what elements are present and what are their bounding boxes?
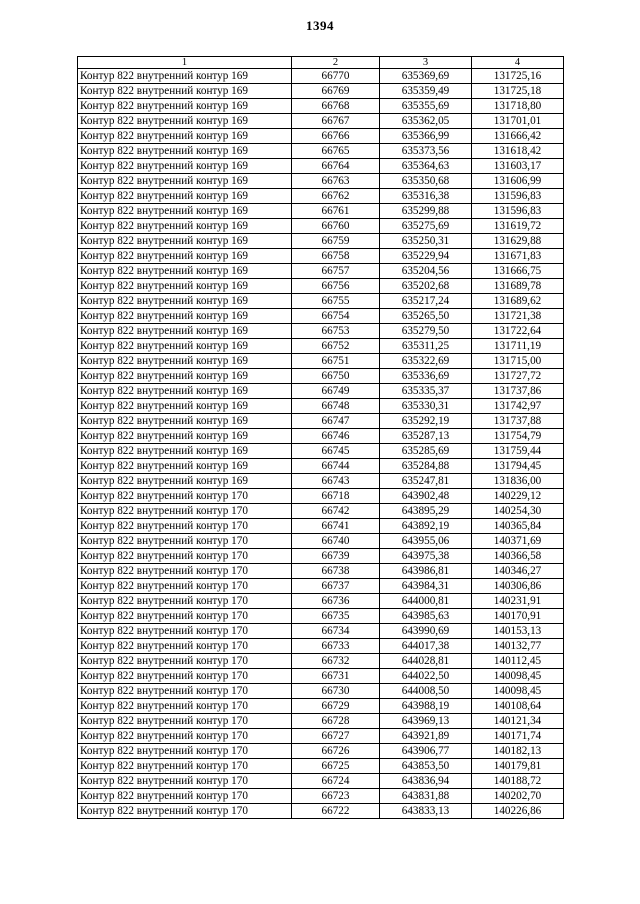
table-row xyxy=(78,744,564,759)
contour-name-cell: Контур 822 внутренний контур 169 xyxy=(78,114,292,129)
point-number-cell: 66748 xyxy=(292,399,380,414)
y-coordinate-cell: 140371,69 xyxy=(472,534,564,549)
contour-name-cell: Контур 822 внутренний контур 169 xyxy=(78,384,292,399)
point-number-cell: 66760 xyxy=(292,219,380,234)
table-row xyxy=(78,99,564,114)
point-number-cell: 66766 xyxy=(292,129,380,144)
x-coordinate-cell: 635373,56 xyxy=(380,144,472,159)
x-coordinate-cell: 635322,69 xyxy=(380,354,472,369)
table-row xyxy=(78,684,564,699)
header-row xyxy=(78,57,564,69)
table-row xyxy=(78,804,564,819)
contour-name-cell: Контур 822 внутренний контур 169 xyxy=(78,84,292,99)
contour-name-cell: Контур 822 внутренний контур 169 xyxy=(78,264,292,279)
y-coordinate-cell: 131596,83 xyxy=(472,189,564,204)
y-coordinate-cell: 131836,00 xyxy=(472,474,564,489)
table-row xyxy=(78,174,564,189)
y-coordinate-cell: 140365,84 xyxy=(472,519,564,534)
table-row xyxy=(78,474,564,489)
x-coordinate-cell: 635265,50 xyxy=(380,309,472,324)
x-coordinate-cell: 635311,25 xyxy=(380,339,472,354)
table-row xyxy=(78,264,564,279)
point-number-cell: 66769 xyxy=(292,84,380,99)
table-row xyxy=(78,699,564,714)
table-row xyxy=(78,789,564,804)
table-body xyxy=(78,69,564,819)
x-coordinate-cell: 644022,50 xyxy=(380,669,472,684)
contour-name-cell: Контур 822 внутренний контур 170 xyxy=(78,489,292,504)
contour-name-cell: Контур 822 внутренний контур 170 xyxy=(78,519,292,534)
y-coordinate-cell: 140306,86 xyxy=(472,579,564,594)
x-coordinate-cell: 635217,24 xyxy=(380,294,472,309)
contour-name-cell: Контур 822 внутренний контур 169 xyxy=(78,399,292,414)
coordinates-table xyxy=(77,56,564,819)
y-coordinate-cell: 140098,45 xyxy=(472,669,564,684)
x-coordinate-cell: 643975,38 xyxy=(380,549,472,564)
table-row xyxy=(78,414,564,429)
point-number-cell: 66740 xyxy=(292,534,380,549)
column-header-1: 1 xyxy=(78,57,292,69)
point-number-cell: 66730 xyxy=(292,684,380,699)
contour-name-cell: Контур 822 внутренний контур 169 xyxy=(78,354,292,369)
x-coordinate-cell: 643921,89 xyxy=(380,729,472,744)
contour-name-cell: Контур 822 внутренний контур 170 xyxy=(78,564,292,579)
y-coordinate-cell: 131794,45 xyxy=(472,459,564,474)
y-coordinate-cell: 131618,42 xyxy=(472,144,564,159)
y-coordinate-cell: 140182,13 xyxy=(472,744,564,759)
point-number-cell: 66722 xyxy=(292,804,380,819)
table-row xyxy=(78,594,564,609)
contour-name-cell: Контур 822 внутренний контур 170 xyxy=(78,699,292,714)
x-coordinate-cell: 644000,81 xyxy=(380,594,472,609)
contour-name-cell: Контур 822 внутренний контур 170 xyxy=(78,714,292,729)
point-number-cell: 66768 xyxy=(292,99,380,114)
y-coordinate-cell: 131759,44 xyxy=(472,444,564,459)
table-row xyxy=(78,84,564,99)
contour-name-cell: Контур 822 внутренний контур 169 xyxy=(78,204,292,219)
contour-name-cell: Контур 822 внутренний контур 169 xyxy=(78,234,292,249)
y-coordinate-cell: 140098,45 xyxy=(472,684,564,699)
point-number-cell: 66729 xyxy=(292,699,380,714)
x-coordinate-cell: 643984,31 xyxy=(380,579,472,594)
table-row xyxy=(78,579,564,594)
y-coordinate-cell: 131666,75 xyxy=(472,264,564,279)
point-number-cell: 66753 xyxy=(292,324,380,339)
contour-name-cell: Контур 822 внутренний контур 169 xyxy=(78,144,292,159)
point-number-cell: 66762 xyxy=(292,189,380,204)
y-coordinate-cell: 131742,97 xyxy=(472,399,564,414)
y-coordinate-cell: 131596,83 xyxy=(472,204,564,219)
contour-name-cell: Контур 822 внутренний контур 169 xyxy=(78,414,292,429)
contour-name-cell: Контур 822 внутренний контур 170 xyxy=(78,669,292,684)
point-number-cell: 66752 xyxy=(292,339,380,354)
x-coordinate-cell: 643833,13 xyxy=(380,804,472,819)
x-coordinate-cell: 635362,05 xyxy=(380,114,472,129)
x-coordinate-cell: 635330,31 xyxy=(380,399,472,414)
point-number-cell: 66746 xyxy=(292,429,380,444)
table-row xyxy=(78,729,564,744)
point-number-cell: 66718 xyxy=(292,489,380,504)
contour-name-cell: Контур 822 внутренний контур 169 xyxy=(78,159,292,174)
table-row xyxy=(78,459,564,474)
x-coordinate-cell: 643969,13 xyxy=(380,714,472,729)
x-coordinate-cell: 635359,49 xyxy=(380,84,472,99)
y-coordinate-cell: 131701,01 xyxy=(472,114,564,129)
y-coordinate-cell: 140179,81 xyxy=(472,759,564,774)
x-coordinate-cell: 635204,56 xyxy=(380,264,472,279)
point-number-cell: 66761 xyxy=(292,204,380,219)
point-number-cell: 66749 xyxy=(292,384,380,399)
contour-name-cell: Контур 822 внутренний контур 170 xyxy=(78,534,292,549)
y-coordinate-cell: 131606,99 xyxy=(472,174,564,189)
point-number-cell: 66731 xyxy=(292,669,380,684)
point-number-cell: 66726 xyxy=(292,744,380,759)
x-coordinate-cell: 635247,81 xyxy=(380,474,472,489)
y-coordinate-cell: 140231,91 xyxy=(472,594,564,609)
contour-name-cell: Контур 822 внутренний контур 170 xyxy=(78,684,292,699)
y-coordinate-cell: 131737,86 xyxy=(472,384,564,399)
point-number-cell: 66751 xyxy=(292,354,380,369)
contour-name-cell: Контур 822 внутренний контур 170 xyxy=(78,759,292,774)
contour-name-cell: Контур 822 внутренний контур 169 xyxy=(78,459,292,474)
x-coordinate-cell: 643986,81 xyxy=(380,564,472,579)
y-coordinate-cell: 131725,18 xyxy=(472,84,564,99)
point-number-cell: 66767 xyxy=(292,114,380,129)
point-number-cell: 66727 xyxy=(292,729,380,744)
x-coordinate-cell: 635366,99 xyxy=(380,129,472,144)
point-number-cell: 66728 xyxy=(292,714,380,729)
x-coordinate-cell: 643892,19 xyxy=(380,519,472,534)
point-number-cell: 66738 xyxy=(292,564,380,579)
y-coordinate-cell: 131721,38 xyxy=(472,309,564,324)
point-number-cell: 66739 xyxy=(292,549,380,564)
table-row xyxy=(78,159,564,174)
x-coordinate-cell: 643836,94 xyxy=(380,774,472,789)
x-coordinate-cell: 635275,69 xyxy=(380,219,472,234)
table-row xyxy=(78,369,564,384)
column-header-2: 2 xyxy=(292,57,380,69)
contour-name-cell: Контур 822 внутренний контур 169 xyxy=(78,324,292,339)
table-row xyxy=(78,324,564,339)
y-coordinate-cell: 131671,83 xyxy=(472,249,564,264)
table-header xyxy=(78,57,564,69)
table-row xyxy=(78,519,564,534)
table-row xyxy=(78,534,564,549)
point-number-cell: 66757 xyxy=(292,264,380,279)
contour-name-cell: Контур 822 внутренний контур 170 xyxy=(78,789,292,804)
x-coordinate-cell: 635229,94 xyxy=(380,249,472,264)
point-number-cell: 66733 xyxy=(292,639,380,654)
x-coordinate-cell: 643895,29 xyxy=(380,504,472,519)
x-coordinate-cell: 635285,69 xyxy=(380,444,472,459)
contour-name-cell: Контур 822 внутренний контур 170 xyxy=(78,594,292,609)
y-coordinate-cell: 140108,64 xyxy=(472,699,564,714)
table-row xyxy=(78,309,564,324)
table-row xyxy=(78,639,564,654)
point-number-cell: 66736 xyxy=(292,594,380,609)
point-number-cell: 66755 xyxy=(292,294,380,309)
contour-name-cell: Контур 822 внутренний контур 170 xyxy=(78,549,292,564)
point-number-cell: 66737 xyxy=(292,579,380,594)
x-coordinate-cell: 635299,88 xyxy=(380,204,472,219)
point-number-cell: 66742 xyxy=(292,504,380,519)
point-number-cell: 66764 xyxy=(292,159,380,174)
table-row xyxy=(78,294,564,309)
point-number-cell: 66759 xyxy=(292,234,380,249)
table-row xyxy=(78,144,564,159)
contour-name-cell: Контур 822 внутренний контур 169 xyxy=(78,249,292,264)
y-coordinate-cell: 131666,42 xyxy=(472,129,564,144)
y-coordinate-cell: 131718,80 xyxy=(472,99,564,114)
x-coordinate-cell: 643988,19 xyxy=(380,699,472,714)
contour-name-cell: Контур 822 внутренний контур 169 xyxy=(78,99,292,114)
table-row xyxy=(78,249,564,264)
y-coordinate-cell: 140188,72 xyxy=(472,774,564,789)
table-row xyxy=(78,549,564,564)
table-row xyxy=(78,399,564,414)
contour-name-cell: Контур 822 внутренний контур 170 xyxy=(78,609,292,624)
x-coordinate-cell: 643906,77 xyxy=(380,744,472,759)
table-row xyxy=(78,339,564,354)
point-number-cell: 66735 xyxy=(292,609,380,624)
x-coordinate-cell: 635284,88 xyxy=(380,459,472,474)
point-number-cell: 66747 xyxy=(292,414,380,429)
y-coordinate-cell: 140153,13 xyxy=(472,624,564,639)
table-row xyxy=(78,234,564,249)
contour-name-cell: Контур 822 внутренний контур 170 xyxy=(78,579,292,594)
contour-name-cell: Контур 822 внутренний контур 170 xyxy=(78,504,292,519)
x-coordinate-cell: 635336,69 xyxy=(380,369,472,384)
table-row xyxy=(78,669,564,684)
contour-name-cell: Контур 822 внутренний контур 169 xyxy=(78,69,292,84)
point-number-cell: 66734 xyxy=(292,624,380,639)
y-coordinate-cell: 131629,88 xyxy=(472,234,564,249)
point-number-cell: 66741 xyxy=(292,519,380,534)
contour-name-cell: Контур 822 внутренний контур 169 xyxy=(78,474,292,489)
contour-name-cell: Контур 822 внутренний контур 170 xyxy=(78,639,292,654)
table-row xyxy=(78,429,564,444)
point-number-cell: 66743 xyxy=(292,474,380,489)
point-number-cell: 66745 xyxy=(292,444,380,459)
point-number-cell: 66770 xyxy=(292,69,380,84)
table-row xyxy=(78,624,564,639)
contour-name-cell: Контур 822 внутренний контур 170 xyxy=(78,744,292,759)
x-coordinate-cell: 643990,69 xyxy=(380,624,472,639)
table-row xyxy=(78,444,564,459)
table-row xyxy=(78,774,564,789)
contour-name-cell: Контур 822 внутренний контур 170 xyxy=(78,654,292,669)
x-coordinate-cell: 643955,06 xyxy=(380,534,472,549)
table-row xyxy=(78,609,564,624)
x-coordinate-cell: 635335,37 xyxy=(380,384,472,399)
contour-name-cell: Контур 822 внутренний контур 169 xyxy=(78,174,292,189)
point-number-cell: 66724 xyxy=(292,774,380,789)
x-coordinate-cell: 644017,38 xyxy=(380,639,472,654)
y-coordinate-cell: 131689,78 xyxy=(472,279,564,294)
contour-name-cell: Контур 822 внутренний контур 170 xyxy=(78,774,292,789)
point-number-cell: 66744 xyxy=(292,459,380,474)
x-coordinate-cell: 644008,50 xyxy=(380,684,472,699)
contour-name-cell: Контур 822 внутренний контур 169 xyxy=(78,294,292,309)
y-coordinate-cell: 140121,34 xyxy=(472,714,564,729)
y-coordinate-cell: 140226,86 xyxy=(472,804,564,819)
point-number-cell: 66750 xyxy=(292,369,380,384)
table-row xyxy=(78,354,564,369)
y-coordinate-cell: 140171,74 xyxy=(472,729,564,744)
x-coordinate-cell: 643853,50 xyxy=(380,759,472,774)
y-coordinate-cell: 131715,00 xyxy=(472,354,564,369)
y-coordinate-cell: 140112,45 xyxy=(472,654,564,669)
x-coordinate-cell: 643902,48 xyxy=(380,489,472,504)
contour-name-cell: Контур 822 внутренний контур 169 xyxy=(78,129,292,144)
x-coordinate-cell: 635250,31 xyxy=(380,234,472,249)
y-coordinate-cell: 131711,19 xyxy=(472,339,564,354)
table-row xyxy=(78,204,564,219)
point-number-cell: 66758 xyxy=(292,249,380,264)
y-coordinate-cell: 131727,72 xyxy=(472,369,564,384)
table-row xyxy=(78,714,564,729)
page-number: 1394 xyxy=(306,18,334,33)
y-coordinate-cell: 131619,72 xyxy=(472,219,564,234)
y-coordinate-cell: 140202,70 xyxy=(472,789,564,804)
table-row xyxy=(78,384,564,399)
column-header-3: 3 xyxy=(380,57,472,69)
y-coordinate-cell: 131754,79 xyxy=(472,429,564,444)
table-row xyxy=(78,489,564,504)
point-number-cell: 66765 xyxy=(292,144,380,159)
y-coordinate-cell: 140346,27 xyxy=(472,564,564,579)
y-coordinate-cell: 131725,16 xyxy=(472,69,564,84)
x-coordinate-cell: 643985,63 xyxy=(380,609,472,624)
contour-name-cell: Контур 822 внутренний контур 169 xyxy=(78,279,292,294)
x-coordinate-cell: 635350,68 xyxy=(380,174,472,189)
contour-name-cell: Контур 822 внутренний контур 169 xyxy=(78,219,292,234)
contour-name-cell: Контур 822 внутренний контур 169 xyxy=(78,189,292,204)
table-row xyxy=(78,654,564,669)
x-coordinate-cell: 635279,50 xyxy=(380,324,472,339)
y-coordinate-cell: 140132,77 xyxy=(472,639,564,654)
y-coordinate-cell: 140170,91 xyxy=(472,609,564,624)
point-number-cell: 66756 xyxy=(292,279,380,294)
x-coordinate-cell: 635287,13 xyxy=(380,429,472,444)
contour-name-cell: Контур 822 внутренний контур 170 xyxy=(78,804,292,819)
x-coordinate-cell: 635202,68 xyxy=(380,279,472,294)
point-number-cell: 66725 xyxy=(292,759,380,774)
table-row xyxy=(78,759,564,774)
x-coordinate-cell: 643831,88 xyxy=(380,789,472,804)
table-row xyxy=(78,189,564,204)
y-coordinate-cell: 131603,17 xyxy=(472,159,564,174)
table-row xyxy=(78,129,564,144)
x-coordinate-cell: 635292,19 xyxy=(380,414,472,429)
x-coordinate-cell: 635355,69 xyxy=(380,99,472,114)
table-row xyxy=(78,114,564,129)
point-number-cell: 66723 xyxy=(292,789,380,804)
table-row xyxy=(78,504,564,519)
y-coordinate-cell: 131722,64 xyxy=(472,324,564,339)
table-row xyxy=(78,219,564,234)
contour-name-cell: Контур 822 внутренний контур 169 xyxy=(78,429,292,444)
point-number-cell: 66754 xyxy=(292,309,380,324)
contour-name-cell: Контур 822 внутренний контур 170 xyxy=(78,729,292,744)
x-coordinate-cell: 635364,63 xyxy=(380,159,472,174)
table-row xyxy=(78,564,564,579)
point-number-cell: 66732 xyxy=(292,654,380,669)
x-coordinate-cell: 635316,38 xyxy=(380,189,472,204)
y-coordinate-cell: 131737,88 xyxy=(472,414,564,429)
table-row xyxy=(78,279,564,294)
y-coordinate-cell: 140366,58 xyxy=(472,549,564,564)
x-coordinate-cell: 644028,81 xyxy=(380,654,472,669)
y-coordinate-cell: 140229,12 xyxy=(472,489,564,504)
contour-name-cell: Контур 822 внутренний контур 169 xyxy=(78,309,292,324)
x-coordinate-cell: 635369,69 xyxy=(380,69,472,84)
contour-name-cell: Контур 822 внутренний контур 169 xyxy=(78,369,292,384)
table-row xyxy=(78,69,564,84)
y-coordinate-cell: 140254,30 xyxy=(472,504,564,519)
contour-name-cell: Контур 822 внутренний контур 170 xyxy=(78,624,292,639)
y-coordinate-cell: 131689,62 xyxy=(472,294,564,309)
contour-name-cell: Контур 822 внутренний контур 169 xyxy=(78,339,292,354)
contour-name-cell: Контур 822 внутренний контур 169 xyxy=(78,444,292,459)
column-header-4: 4 xyxy=(472,57,564,69)
point-number-cell: 66763 xyxy=(292,174,380,189)
